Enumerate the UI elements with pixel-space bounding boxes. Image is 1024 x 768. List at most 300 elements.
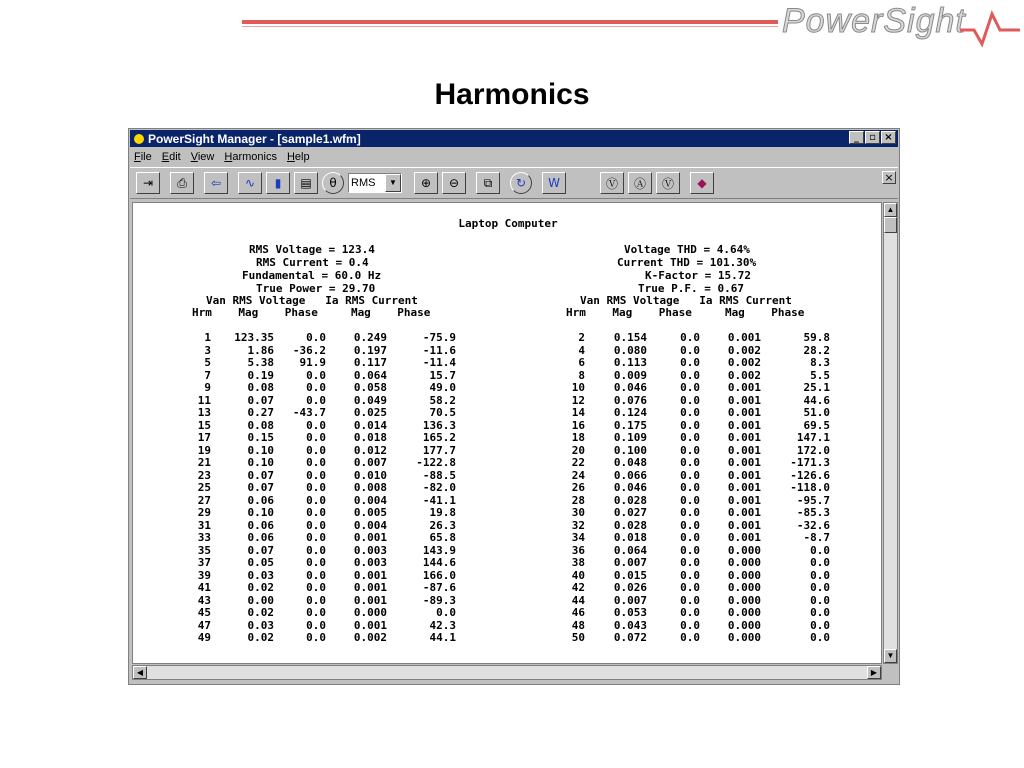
left-harmonic-cell: 0.0 <box>306 368 326 382</box>
right-harmonic-cell: 0.072 <box>613 631 647 644</box>
app-icon <box>134 134 144 144</box>
right-summary-line: Voltage THD = 4.64% <box>624 243 750 256</box>
left-harmonic-cell: 0.001 <box>353 618 387 632</box>
left-harmonic-cell: 15 <box>197 418 211 432</box>
left-harmonic-cell: 0.049 <box>353 393 387 407</box>
right-column-header: Hrm Mag Phase Mag Phase <box>566 306 805 319</box>
left-harmonic-cell: 0.003 <box>353 556 387 569</box>
left-harmonic-cell: 58.2 <box>429 393 456 407</box>
left-harmonic-cell: 0.08 <box>247 418 274 432</box>
brand-line <box>242 20 778 24</box>
left-harmonic-cell: 33 <box>197 531 211 544</box>
menu-view[interactable]: View <box>190 151 215 163</box>
left-harmonic-cell: 0.07 <box>247 543 274 557</box>
left-harmonic-cell: 44.1 <box>429 631 456 644</box>
left-harmonic-cell: 0.0 <box>436 606 456 619</box>
left-harmonic-cell: -11.4 <box>422 356 456 369</box>
left-harmonic-cell: 0.07 <box>247 393 274 407</box>
right-harmonic-cell: 147.1 <box>796 431 830 444</box>
right-harmonic-cell: -171.3 <box>790 456 830 469</box>
waveform-icon[interactable]: ∿ <box>238 172 262 194</box>
right-harmonic-cell: 0.064 <box>613 543 647 557</box>
left-harmonic-cell: 70.5 <box>429 406 456 419</box>
left-harmonic-cell: 27 <box>197 493 211 507</box>
right-harmonic-cell: 25.1 <box>803 381 830 394</box>
right-harmonic-cell: 0.0 <box>810 568 830 582</box>
right-harmonic-cell: 0.0 <box>680 368 700 382</box>
menubar <box>130 148 898 166</box>
right-harmonic-cell: 0.015 <box>613 568 647 582</box>
left-harmonic-cell: 0.15 <box>247 431 274 444</box>
left-harmonic-cell: 0.07 <box>247 481 274 494</box>
right-harmonic-cell: 0.0 <box>680 593 700 607</box>
left-harmonic-cell: 1 <box>204 331 211 344</box>
left-harmonic-cell: 43 <box>197 593 211 607</box>
report-icon[interactable]: ▤ <box>294 172 318 194</box>
restore-button[interactable]: ▫ <box>865 131 880 144</box>
exit-door-icon[interactable]: ⇥ <box>136 172 160 194</box>
left-harmonic-cell: 0.0 <box>306 468 326 482</box>
left-harmonic-cell: 0.03 <box>247 568 274 582</box>
menu-harmonics[interactable]: Harmonics <box>224 151 277 163</box>
left-harmonic-cell: 136.3 <box>422 418 456 432</box>
right-harmonic-cell: 0.000 <box>727 556 761 569</box>
back-arrow-icon[interactable]: ⇦ <box>204 172 228 194</box>
left-summary-line: True Power = 29.70 <box>256 282 376 295</box>
left-harmonic-cell: -87.6 <box>422 581 456 594</box>
left-harmonic-cell: 0.0 <box>306 331 326 344</box>
right-summary-line: K-Factor = 15.72 <box>645 269 751 282</box>
left-harmonic-cell: 166.0 <box>422 568 456 582</box>
right-harmonic-cell: 6 <box>578 356 585 369</box>
toolbar <box>130 167 898 199</box>
left-harmonic-cell: 0.0 <box>306 556 326 569</box>
left-harmonic-cell: 0.10 <box>247 506 274 519</box>
left-harmonic-cell: 0.000 <box>353 606 387 619</box>
right-harmonic-cell: 36 <box>571 543 585 557</box>
right-harmonic-cell: 0.001 <box>727 418 761 432</box>
right-harmonic-cell: 0.009 <box>613 368 647 382</box>
left-harmonic-cell: 0.08 <box>247 381 274 394</box>
current-meter-icon[interactable]: Ⓐ <box>628 172 652 194</box>
left-harmonic-cell: 0.05 <box>247 556 274 569</box>
right-harmonic-cell: 0.001 <box>727 506 761 519</box>
left-harmonic-cell: 0.008 <box>353 481 387 494</box>
right-harmonic-cell: 0.007 <box>613 556 647 569</box>
right-summary-line: True P.F. = 0.67 <box>638 282 744 295</box>
right-harmonic-cell: 0.154 <box>613 331 647 344</box>
right-harmonic-cell: -85.3 <box>796 506 830 519</box>
right-harmonic-cell: 42 <box>571 581 585 594</box>
right-harmonic-cell: 0.0 <box>680 331 700 344</box>
right-harmonic-cell: 8 <box>578 368 585 382</box>
left-harmonic-cell: -36.2 <box>292 343 326 357</box>
left-harmonic-cell: -43.7 <box>292 406 326 419</box>
right-harmonic-cell: 0.0 <box>680 618 700 632</box>
right-harmonic-cell: 0.000 <box>727 581 761 594</box>
right-harmonic-cell: 0.0 <box>680 443 700 457</box>
menu-file[interactable]: File <box>134 151 152 163</box>
right-harmonic-cell: 0.001 <box>727 406 761 419</box>
left-harmonic-cell: 0.0 <box>306 481 326 494</box>
left-harmonic-cell: 123.35 <box>234 331 274 344</box>
right-harmonic-cell: 0.001 <box>727 518 761 532</box>
right-harmonic-cell: 0.026 <box>613 581 647 594</box>
right-harmonic-cell: 18 <box>571 431 585 444</box>
left-harmonic-cell: 0.02 <box>247 631 274 644</box>
right-harmonic-cell: 0.0 <box>680 518 700 532</box>
right-harmonic-cell: -126.6 <box>790 468 830 482</box>
right-harmonic-cell: 51.0 <box>803 406 830 419</box>
right-harmonic-cell: 0.018 <box>613 531 647 544</box>
left-harmonic-cell: 65.8 <box>429 531 456 544</box>
right-harmonic-cell: 46 <box>571 606 585 619</box>
right-harmonic-cell: 0.0 <box>680 418 700 432</box>
left-harmonic-cell: 47 <box>197 618 211 632</box>
left-harmonic-cell: 0.0 <box>306 443 326 457</box>
right-harmonic-cell: 0.001 <box>727 493 761 507</box>
left-harmonic-cell: 0.0 <box>306 456 326 469</box>
right-harmonic-cell: 0.0 <box>680 356 700 369</box>
app-window <box>128 128 900 685</box>
left-harmonic-cell: 0.004 <box>353 493 387 507</box>
right-harmonic-cell: 0.0 <box>680 606 700 619</box>
right-harmonic-cell: 40 <box>571 568 585 582</box>
harmonics-phase-icon[interactable]: θ <box>322 172 344 194</box>
right-harmonic-cell: 0.001 <box>727 393 761 407</box>
right-harmonic-cell: 0.028 <box>613 493 647 507</box>
right-harmonic-cell: 0.0 <box>810 631 830 644</box>
left-harmonic-cell: 0.058 <box>353 381 387 394</box>
left-harmonic-cell: 0.0 <box>306 431 326 444</box>
left-harmonic-cell: 0.117 <box>353 356 387 369</box>
left-harmonic-cell: 21 <box>197 456 211 469</box>
left-harmonic-cell: 49 <box>197 631 211 644</box>
bar-chart-icon[interactable]: ▮ <box>266 172 290 194</box>
left-harmonic-cell: -75.9 <box>422 331 456 344</box>
left-harmonic-cell: -89.3 <box>422 593 456 607</box>
left-harmonic-cell: 0.02 <box>247 581 274 594</box>
right-harmonic-cell: 69.5 <box>803 418 830 432</box>
left-harmonic-cell: 0.27 <box>247 406 274 419</box>
right-harmonic-cell: 0.0 <box>680 631 700 644</box>
voltage-meter-icon[interactable]: Ⓥ <box>600 172 624 194</box>
right-harmonic-cell: 12 <box>571 393 585 407</box>
left-harmonic-cell: 0.07 <box>247 468 274 482</box>
left-column-header: Hrm Mag Phase Mag Phase <box>192 306 431 319</box>
left-harmonic-cell: 11 <box>197 393 211 407</box>
left-harmonic-cell: 143.9 <box>422 543 456 557</box>
left-harmonic-cell: 0.0 <box>306 518 326 532</box>
left-harmonic-cell: 0.0 <box>306 618 326 632</box>
right-harmonic-cell: 0.000 <box>727 593 761 607</box>
powersight-logo: PowerSight <box>782 2 966 40</box>
left-harmonic-cell: 9 <box>204 381 211 394</box>
right-harmonic-cell: 0.001 <box>727 431 761 444</box>
right-harmonic-cell: 20 <box>571 443 585 457</box>
left-harmonic-cell: 5.38 <box>247 356 274 369</box>
left-harmonic-cell: 0.06 <box>247 531 274 544</box>
left-harmonic-cell: 0.001 <box>353 581 387 594</box>
right-harmonic-cell: 0.007 <box>613 593 647 607</box>
zoom-in-icon[interactable]: ⊕ <box>414 172 438 194</box>
right-harmonic-cell: 0.000 <box>727 618 761 632</box>
right-harmonic-cell: 50 <box>571 631 585 644</box>
right-harmonic-cell: 0.0 <box>680 543 700 557</box>
left-summary-line: RMS Current = 0.4 <box>256 256 369 269</box>
left-harmonic-cell: 13 <box>197 406 211 419</box>
left-harmonic-cell: 5 <box>204 356 211 369</box>
scroll-thumb[interactable] <box>884 217 897 233</box>
right-harmonic-cell: 59.8 <box>803 331 830 344</box>
right-harmonic-cell: 10 <box>571 381 585 394</box>
left-harmonic-cell: 0.001 <box>353 531 387 544</box>
right-harmonic-cell: -118.0 <box>790 481 830 494</box>
right-harmonic-cell: 0.0 <box>680 381 700 394</box>
left-harmonic-cell: 91.9 <box>299 356 326 369</box>
left-harmonic-cell: 0.197 <box>353 343 387 357</box>
right-harmonic-cell: 0.001 <box>727 381 761 394</box>
right-harmonic-cell: -8.7 <box>803 531 830 544</box>
brand-line-thin <box>242 26 778 27</box>
left-harmonic-cell: 23 <box>197 468 211 482</box>
right-harmonic-cell: 8.3 <box>810 356 830 369</box>
left-harmonic-cell: 165.2 <box>422 431 456 444</box>
right-harmonic-cell: -95.7 <box>796 493 830 507</box>
left-harmonic-cell: 0.0 <box>306 393 326 407</box>
right-harmonic-cell: 0.0 <box>680 531 700 544</box>
left-harmonic-cell: -82.0 <box>422 481 456 494</box>
left-harmonic-cell: 1.86 <box>247 343 274 357</box>
right-harmonic-cell: 0.0 <box>810 593 830 607</box>
zoom-out-icon[interactable]: ⊖ <box>442 172 466 194</box>
left-harmonic-cell: 19.8 <box>429 506 456 519</box>
right-harmonic-cell: 0.043 <box>613 618 647 632</box>
chevron-down-icon[interactable]: ▼ <box>385 174 401 192</box>
left-harmonic-cell: 29 <box>197 506 211 519</box>
right-harmonic-cell: 26 <box>571 481 585 494</box>
left-harmonic-cell: 45 <box>197 606 211 619</box>
left-harmonic-cell: 0.010 <box>353 468 387 482</box>
left-group-header: Van RMS Voltage Ia RMS Current <box>206 294 418 307</box>
right-harmonic-cell: 0.0 <box>810 543 830 557</box>
right-harmonic-cell: 0.000 <box>727 631 761 644</box>
right-harmonic-cell: 0.0 <box>680 468 700 482</box>
right-harmonic-cell: 0.046 <box>613 481 647 494</box>
right-harmonic-cell: 0.001 <box>727 481 761 494</box>
right-harmonic-cell: 48 <box>571 618 585 632</box>
close-button[interactable]: × <box>881 131 896 144</box>
book-icon[interactable]: ◆ <box>690 172 714 194</box>
menu-edit[interactable]: Edit <box>161 151 181 163</box>
left-harmonic-cell: 31 <box>197 518 211 532</box>
right-harmonic-cell: 0.0 <box>680 406 700 419</box>
left-harmonic-cell: 25 <box>197 481 211 494</box>
right-harmonic-cell: 0.076 <box>613 393 647 407</box>
right-harmonic-cell: 0.001 <box>727 456 761 469</box>
va-meter-icon[interactable]: Ⓥ <box>656 172 680 194</box>
right-harmonic-cell: 0.0 <box>680 456 700 469</box>
right-harmonic-cell: 0.0 <box>810 581 830 594</box>
logo-wave-icon <box>960 8 1020 48</box>
left-harmonic-cell: 7 <box>204 368 211 382</box>
left-harmonic-cell: 0.025 <box>353 406 387 419</box>
right-harmonic-cell: 0.001 <box>727 531 761 544</box>
window-title: PowerSight Manager - [sample1.wfm] <box>148 131 361 146</box>
document-close-button[interactable]: × <box>882 171 896 184</box>
left-harmonic-cell: -11.6 <box>422 343 456 357</box>
left-harmonic-cell: 49.0 <box>429 381 456 394</box>
right-harmonic-cell: 0.001 <box>727 443 761 457</box>
right-harmonic-cell: 0.175 <box>613 418 647 432</box>
right-summary-line: Current THD = 101.30% <box>617 256 757 269</box>
right-harmonic-cell: 0.002 <box>727 356 761 369</box>
right-harmonic-cell: 28.2 <box>803 343 830 357</box>
left-harmonic-cell: 0.03 <box>247 618 274 632</box>
print-icon[interactable]: ⎙ <box>170 172 194 194</box>
right-harmonic-cell: 0.100 <box>613 443 647 457</box>
right-harmonic-cell: 0.113 <box>613 356 647 369</box>
horizontal-scrollbar[interactable] <box>132 665 882 680</box>
left-harmonic-cell: 41 <box>197 581 211 594</box>
scroll-down-icon[interactable]: ▼ <box>884 649 897 663</box>
left-harmonic-cell: 42.3 <box>429 618 456 632</box>
right-harmonic-cell: 28 <box>571 493 585 507</box>
right-harmonic-cell: 0.0 <box>680 581 700 594</box>
right-harmonic-cell: 0.0 <box>680 568 700 582</box>
left-harmonic-cell: 0.06 <box>247 518 274 532</box>
scroll-left-icon[interactable]: ◀ <box>133 666 147 679</box>
right-harmonic-cell: 0.0 <box>680 431 700 444</box>
left-harmonic-cell: 177.7 <box>422 443 456 457</box>
left-harmonic-cell: 0.018 <box>353 431 387 444</box>
refresh-icon[interactable]: ↻ <box>510 172 532 194</box>
left-harmonic-cell: 0.0 <box>306 631 326 644</box>
right-harmonic-cell: 0.002 <box>727 368 761 382</box>
right-harmonic-cell: 0.0 <box>680 493 700 507</box>
left-harmonic-cell: 0.0 <box>306 593 326 607</box>
left-harmonic-cell: 0.02 <box>247 606 274 619</box>
report-title: Laptop Computer <box>458 217 558 230</box>
right-harmonic-cell: 0.0 <box>680 506 700 519</box>
left-harmonic-cell: 0.06 <box>247 493 274 507</box>
menu-help[interactable]: Help <box>286 151 310 163</box>
left-harmonic-cell: 0.003 <box>353 543 387 557</box>
left-harmonic-cell: 144.6 <box>422 556 456 569</box>
left-harmonic-cell: -41.1 <box>422 493 456 507</box>
left-harmonic-cell: 0.014 <box>353 418 387 432</box>
left-harmonic-cell: 0.249 <box>353 331 387 344</box>
left-harmonic-cell: 0.004 <box>353 518 387 532</box>
left-harmonic-cell: 0.0 <box>306 606 326 619</box>
vertical-scrollbar[interactable] <box>883 202 898 664</box>
left-harmonic-cell: 0.001 <box>353 593 387 607</box>
copy-icon[interactable]: ⧉ <box>476 172 500 194</box>
left-harmonic-cell: 0.0 <box>306 568 326 582</box>
minimize-button[interactable]: _ <box>849 131 864 144</box>
left-harmonic-cell: 26.3 <box>429 518 456 532</box>
right-harmonic-cell: 5.5 <box>810 368 830 382</box>
left-harmonic-cell: 0.0 <box>306 543 326 557</box>
right-harmonic-cell: 0.001 <box>727 468 761 482</box>
right-harmonic-cell: 44 <box>571 593 585 607</box>
left-harmonic-cell: 37 <box>197 556 211 569</box>
left-harmonic-cell: 0.001 <box>353 568 387 582</box>
right-harmonic-cell: 34 <box>571 531 585 544</box>
left-harmonic-cell: 17 <box>197 431 211 444</box>
right-harmonic-cell: 14 <box>571 406 585 419</box>
right-harmonic-cell: 0.0 <box>680 556 700 569</box>
right-harmonic-cell: 32 <box>571 518 585 532</box>
left-harmonic-cell: 0.0 <box>306 506 326 519</box>
left-harmonic-cell: 15.7 <box>429 368 456 382</box>
left-harmonic-cell: 0.10 <box>247 456 274 469</box>
scroll-right-icon[interactable]: ▶ <box>867 666 881 679</box>
left-harmonic-cell: 0.00 <box>247 593 274 607</box>
right-harmonic-cell: 0.066 <box>613 468 647 482</box>
right-harmonic-cell: 0.0 <box>680 393 700 407</box>
right-harmonic-cell: 0.000 <box>727 568 761 582</box>
right-harmonic-cell: 172.0 <box>796 443 830 457</box>
left-harmonic-cell: 0.012 <box>353 443 387 457</box>
right-harmonic-cell: 0.001 <box>727 331 761 344</box>
left-harmonic-cell: 0.19 <box>247 368 274 382</box>
right-harmonic-cell: 0.048 <box>613 456 647 469</box>
left-harmonic-cell: 0.0 <box>306 531 326 544</box>
right-harmonic-cell: 16 <box>571 418 585 432</box>
slide-title: Harmonics <box>434 78 590 111</box>
right-harmonic-cell: 44.6 <box>803 393 830 407</box>
right-harmonic-cell: 24 <box>571 468 585 482</box>
left-harmonic-cell: 0.0 <box>306 381 326 394</box>
left-harmonic-cell: 0.0 <box>306 418 326 432</box>
measurement-select[interactable] <box>348 173 402 193</box>
left-harmonic-cell: 0.0 <box>306 581 326 594</box>
left-harmonic-cell: 0.10 <box>247 443 274 457</box>
right-harmonic-cell: 0.0 <box>810 556 830 569</box>
right-harmonic-cell: 0.0 <box>810 618 830 632</box>
left-harmonic-cell: 3 <box>204 343 211 357</box>
right-harmonic-cell: 0.0 <box>680 481 700 494</box>
right-harmonic-cell: 38 <box>571 556 585 569</box>
right-harmonic-cell: -32.6 <box>796 518 830 532</box>
left-summary-line: RMS Voltage = 123.4 <box>249 243 375 256</box>
right-harmonic-cell: 0.027 <box>613 506 647 519</box>
right-harmonic-cell: 30 <box>571 506 585 519</box>
left-harmonic-cell: 0.002 <box>353 631 387 644</box>
scroll-up-icon[interactable]: ▲ <box>884 203 897 217</box>
right-harmonic-cell: 0.046 <box>613 381 647 394</box>
word-export-icon[interactable]: W <box>542 172 566 194</box>
right-harmonic-cell: 0.028 <box>613 518 647 532</box>
left-harmonic-cell: 0.005 <box>353 506 387 519</box>
left-harmonic-cell: 39 <box>197 568 211 582</box>
right-harmonic-cell: 0.002 <box>727 343 761 357</box>
right-harmonic-cell: 0.0 <box>680 343 700 357</box>
right-harmonic-cell: 0.109 <box>613 431 647 444</box>
right-harmonic-cell: 0.053 <box>613 606 647 619</box>
right-harmonic-cell: 4 <box>578 343 585 357</box>
left-summary-line: Fundamental = 60.0 Hz <box>242 269 382 282</box>
left-harmonic-cell: 0.064 <box>353 368 387 382</box>
right-harmonic-cell: 22 <box>571 456 585 469</box>
window-titlebar[interactable] <box>130 130 898 147</box>
right-harmonic-cell: 2 <box>578 331 585 344</box>
right-harmonic-cell: 0.124 <box>613 406 647 419</box>
left-harmonic-cell: -88.5 <box>422 468 456 482</box>
left-harmonic-cell: 0.007 <box>353 456 387 469</box>
right-harmonic-cell: 0.0 <box>810 606 830 619</box>
